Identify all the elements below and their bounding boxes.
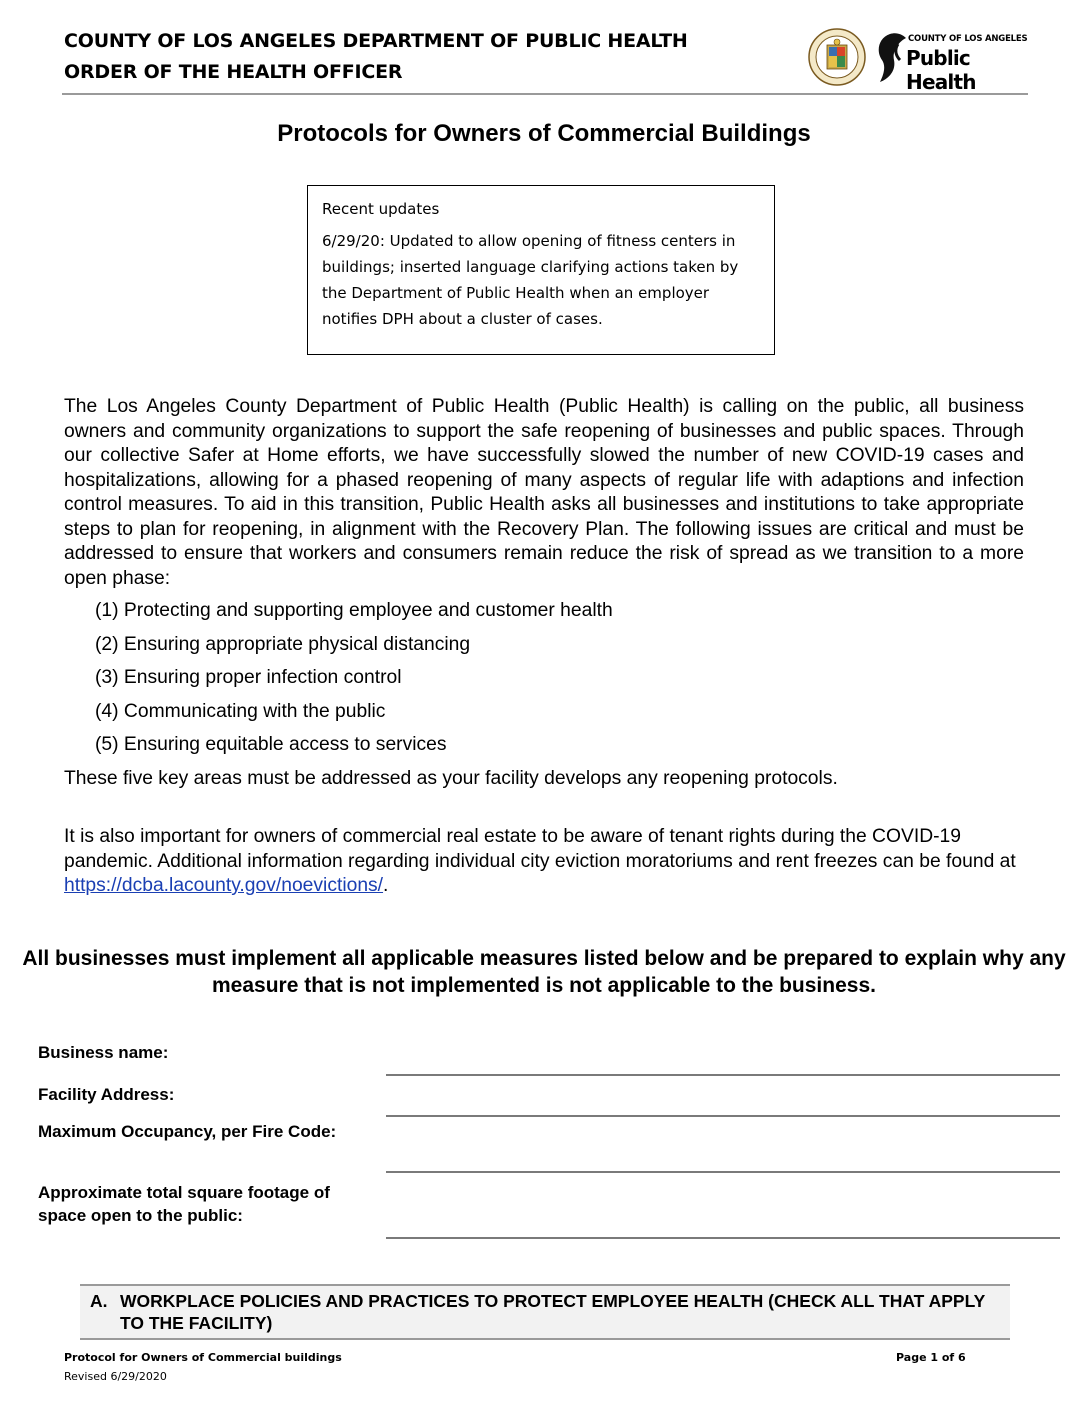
square-footage-field[interactable] (386, 1237, 1060, 1239)
list-item: (3) Ensuring proper infection control (95, 667, 402, 688)
recent-updates-box (307, 185, 775, 355)
business-name-field[interactable] (386, 1074, 1060, 1076)
section-letter: A. (90, 1291, 108, 1311)
header-divider (62, 93, 1028, 95)
critical-issues-list (95, 599, 613, 767)
noevictions-link[interactable]: https://dcba.lacounty.gov/noevictions/ (64, 875, 384, 896)
footer-page-number: Page 1 of 6 (896, 1351, 966, 1364)
county-seal-icon (808, 28, 866, 86)
facility-address-label: Facility Address: (38, 1085, 175, 1104)
footer-revised: Revised 6/29/2020 (64, 1370, 167, 1383)
header-department: COUNTY OF LOS ANGELES DEPARTMENT OF PUBLIC HEALTH (64, 30, 688, 52)
tenant-rights-paragraph (64, 825, 1024, 899)
square-footage-label: Approximate total square footage of space open to the public: (38, 1183, 330, 1225)
updates-text: 6/29/20: Updated to allow opening of fitness centers in buildings; inserted language clarifying actions taken by the Department of Public Health when an employer notifies DPH about a cluster of cases. (322, 232, 739, 328)
tenant-end: . (383, 875, 389, 896)
page-title: Protocols for Owners of Commercial Buildings (277, 120, 811, 147)
closing-paragraph: These five key areas must be addressed as your facility develops any reopening protocols. (64, 768, 838, 789)
logo-top-text: COUNTY OF LOS ANGELES (908, 34, 1028, 44)
max-occupancy-label: Maximum Occupancy, per Fire Code: (38, 1122, 337, 1141)
list-item: (4) Communicating with the public (95, 700, 386, 722)
footer-doc-title: Protocol for Owners of Commercial buildings (64, 1351, 342, 1364)
logo-main-text: Public Health (906, 46, 976, 94)
header-order: ORDER OF THE HEALTH OFFICER (64, 61, 403, 83)
list-item: (1) Protecting and supporting employee and customer health (95, 600, 613, 621)
public-health-logo (876, 30, 1028, 94)
section-a-header (80, 1284, 1010, 1340)
max-occupancy-field[interactable] (386, 1171, 1060, 1173)
facility-address-field[interactable] (386, 1115, 1060, 1117)
tenant-text: It is also important for owners of commercial real estate to be aware of tenant rights during the COVID-19 pandemic. Additional information regarding individual city eviction moratoriums and rent freezes can be found at (64, 826, 1016, 872)
requirement-statement: All businesses must implement all applicable measures listed below and be prepared to explain why any measure that is not implemented is not applicable to the business. (22, 947, 1066, 997)
section-title: WORKPLACE POLICIES AND PRACTICES TO PROTECT EMPLOYEE HEALTH (CHECK ALL THAT APPLY TO THE FACILITY) (120, 1291, 986, 1333)
intro-paragraph: The Los Angeles County Department of Public Health (Public Health) is calling on the public, all business owners and community organizations to support the safe reopening of businesses and public spaces. Through our collective Safer at Home efforts, we have successfully slowed the number of new COVID-19 cases and hospitalizations, allowing for a phased reopening of many aspects of regular life with adaptions and infection control measures. To aid in this transition, Public Health asks all businesses and institutions to take appropriate steps to plan for reopening, in alignment with the Recovery Plan. The following issues are critical and must be addressed to ensure that workers and consumers remain reduce the risk of spread as we transition to a more open phase: (64, 396, 1024, 589)
list-item: (2) Ensuring appropriate physical distancing (95, 633, 471, 655)
updates-heading: Recent updates (322, 200, 440, 218)
list-item: (5) Ensuring equitable access to services (95, 734, 447, 755)
business-name-label: Business name: (38, 1043, 169, 1062)
